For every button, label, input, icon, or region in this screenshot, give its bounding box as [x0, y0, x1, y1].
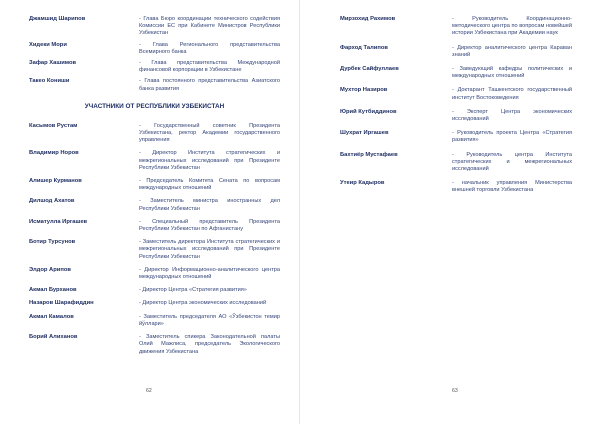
person-position: - Директор Центра экономических исследований — [139, 300, 267, 307]
list-item — [29, 314, 280, 328]
person-position: - Директор аналитического центра Караван знаний — [452, 44, 572, 58]
list-item — [29, 60, 280, 74]
list-item — [340, 45, 572, 59]
person-position: - начальник управления Министерства внешней торговли Узбекистана — [452, 180, 572, 194]
section-heading: УЧАСТНИКИ ОТ РЕСПУБЛИКИ УЗБЕКИСТАН — [84, 102, 225, 110]
person-name: Юрий Кутбиддинов — [340, 108, 397, 115]
person-position: - Специальный представитель Президента Республики Узбекистан по Афганистану — [139, 218, 280, 233]
person-position: - Директор Центра «Стратегия развития» — [139, 287, 247, 294]
page-number: 62 — [146, 388, 152, 394]
person-name: Борий Алиханов — [29, 334, 78, 341]
person-position: - Доктарант Ташкентского государственный институт Востоковедения — [452, 87, 572, 101]
person-position: - Директор Института стратегических и межрегиональных исследований при Президенте Республики Узбекистан — [139, 150, 280, 171]
list-item — [340, 152, 572, 174]
person-position: - Глава Бюро координации технического содействия Комиссии ЕС при Кабинете Министров Республики Узбекистан — [139, 16, 280, 37]
list-item — [29, 78, 280, 92]
list-item — [29, 16, 280, 38]
person-name: Назаров Шарафиддин — [29, 300, 94, 307]
right-page — [300, 0, 600, 424]
person-name: Владимир Норов — [29, 150, 79, 157]
person-position: - Заместитель министра иностранных дел Республики Узбекистан — [139, 198, 280, 212]
person-name: Алишер Курманов — [29, 178, 82, 185]
person-name: Акмал Бурханов — [29, 287, 77, 294]
person-position: - Глава Регионального представительства Всемирного банка — [139, 41, 280, 55]
person-position: - Руководитель Координационно-методического центра по вопросам новейшей истории Узбекистана при Академии наук — [452, 16, 572, 37]
person-position: - Заведующий кафедры политических и международных отношений — [452, 66, 572, 80]
person-position: - Руководитель проекта Центра «Стратегия развития» — [452, 130, 572, 144]
person-name: Хидеки Мори — [29, 41, 67, 48]
list-item — [340, 130, 572, 144]
list-item — [340, 16, 572, 38]
entries — [340, 16, 572, 195]
page-number: 63 — [452, 388, 458, 394]
person-name: Бахтиёр Мустафаев — [340, 151, 398, 158]
person-name: Утеир Кадыров — [340, 180, 385, 187]
person-name: Шухрат Иргашев — [340, 130, 389, 137]
person-name: Мирзохид Рахимов — [340, 16, 396, 22]
person-name: Такео Кониши — [29, 78, 70, 85]
list-item — [29, 287, 280, 294]
person-position: - Заместитель спикера Законодательной палаты Олий Мажлиса, председатель Экологического движения Узбекистана — [139, 334, 280, 355]
person-name: Зафар Хашимов — [29, 60, 77, 67]
person-position: - Эксперт Центра экономических исследований — [452, 108, 572, 123]
person-position: - Председатель Комитета Сената по вопросам международных отношений — [139, 178, 280, 192]
list-item — [340, 109, 572, 123]
person-position: - Глава постоянного представительства Азиатского банка развития — [139, 78, 280, 92]
list-item — [29, 150, 280, 172]
person-name: Фарход Талипов — [340, 44, 388, 51]
list-item — [29, 42, 280, 56]
person-position: - Государственный советник Президента Узбекистана, ректор Академии государственного управления — [139, 122, 280, 144]
person-name: Ботир Турсунов — [29, 239, 76, 246]
person-name: Элдор Арипов — [29, 266, 71, 273]
person-name: Исматулла Иргашев — [29, 218, 88, 225]
person-name: Дилшод Ахатов — [29, 198, 75, 205]
person-name: Дурбек Сайфуллаев — [340, 66, 399, 73]
entries-bottom — [29, 123, 280, 356]
list-item — [29, 123, 280, 145]
list-item — [29, 300, 280, 307]
list-item — [29, 219, 280, 233]
person-name: Касымов Рустам — [29, 122, 78, 129]
list-item — [29, 178, 280, 192]
person-name: Джамшид Шарипов — [29, 16, 86, 22]
list-item — [340, 87, 572, 101]
entries-top — [29, 16, 280, 93]
person-position: - Директор Информационно-аналитического центра международных отношений — [139, 266, 280, 281]
list-item — [29, 198, 280, 212]
person-name: Мухтор Назиров — [340, 87, 388, 94]
list-item — [340, 180, 572, 194]
person-position: - Глава представительства Международной финансовой корпорации в Узбекистане — [139, 60, 280, 74]
list-item — [29, 334, 280, 356]
list-item — [29, 267, 280, 281]
list-item — [340, 66, 572, 80]
person-position: - Заместитель председателя АО «Ўзбекистон темир йўллари» — [139, 313, 280, 327]
person-position: - Заместитель директора Института стратегических и межрегиональных исследований при Президенте Республики Узбекистан — [139, 239, 280, 260]
person-name: Акмал Камалов — [29, 313, 74, 320]
person-position: - Руководитель центра Института стратегических и межрегиональных исследований — [452, 151, 572, 173]
list-item — [29, 239, 280, 261]
